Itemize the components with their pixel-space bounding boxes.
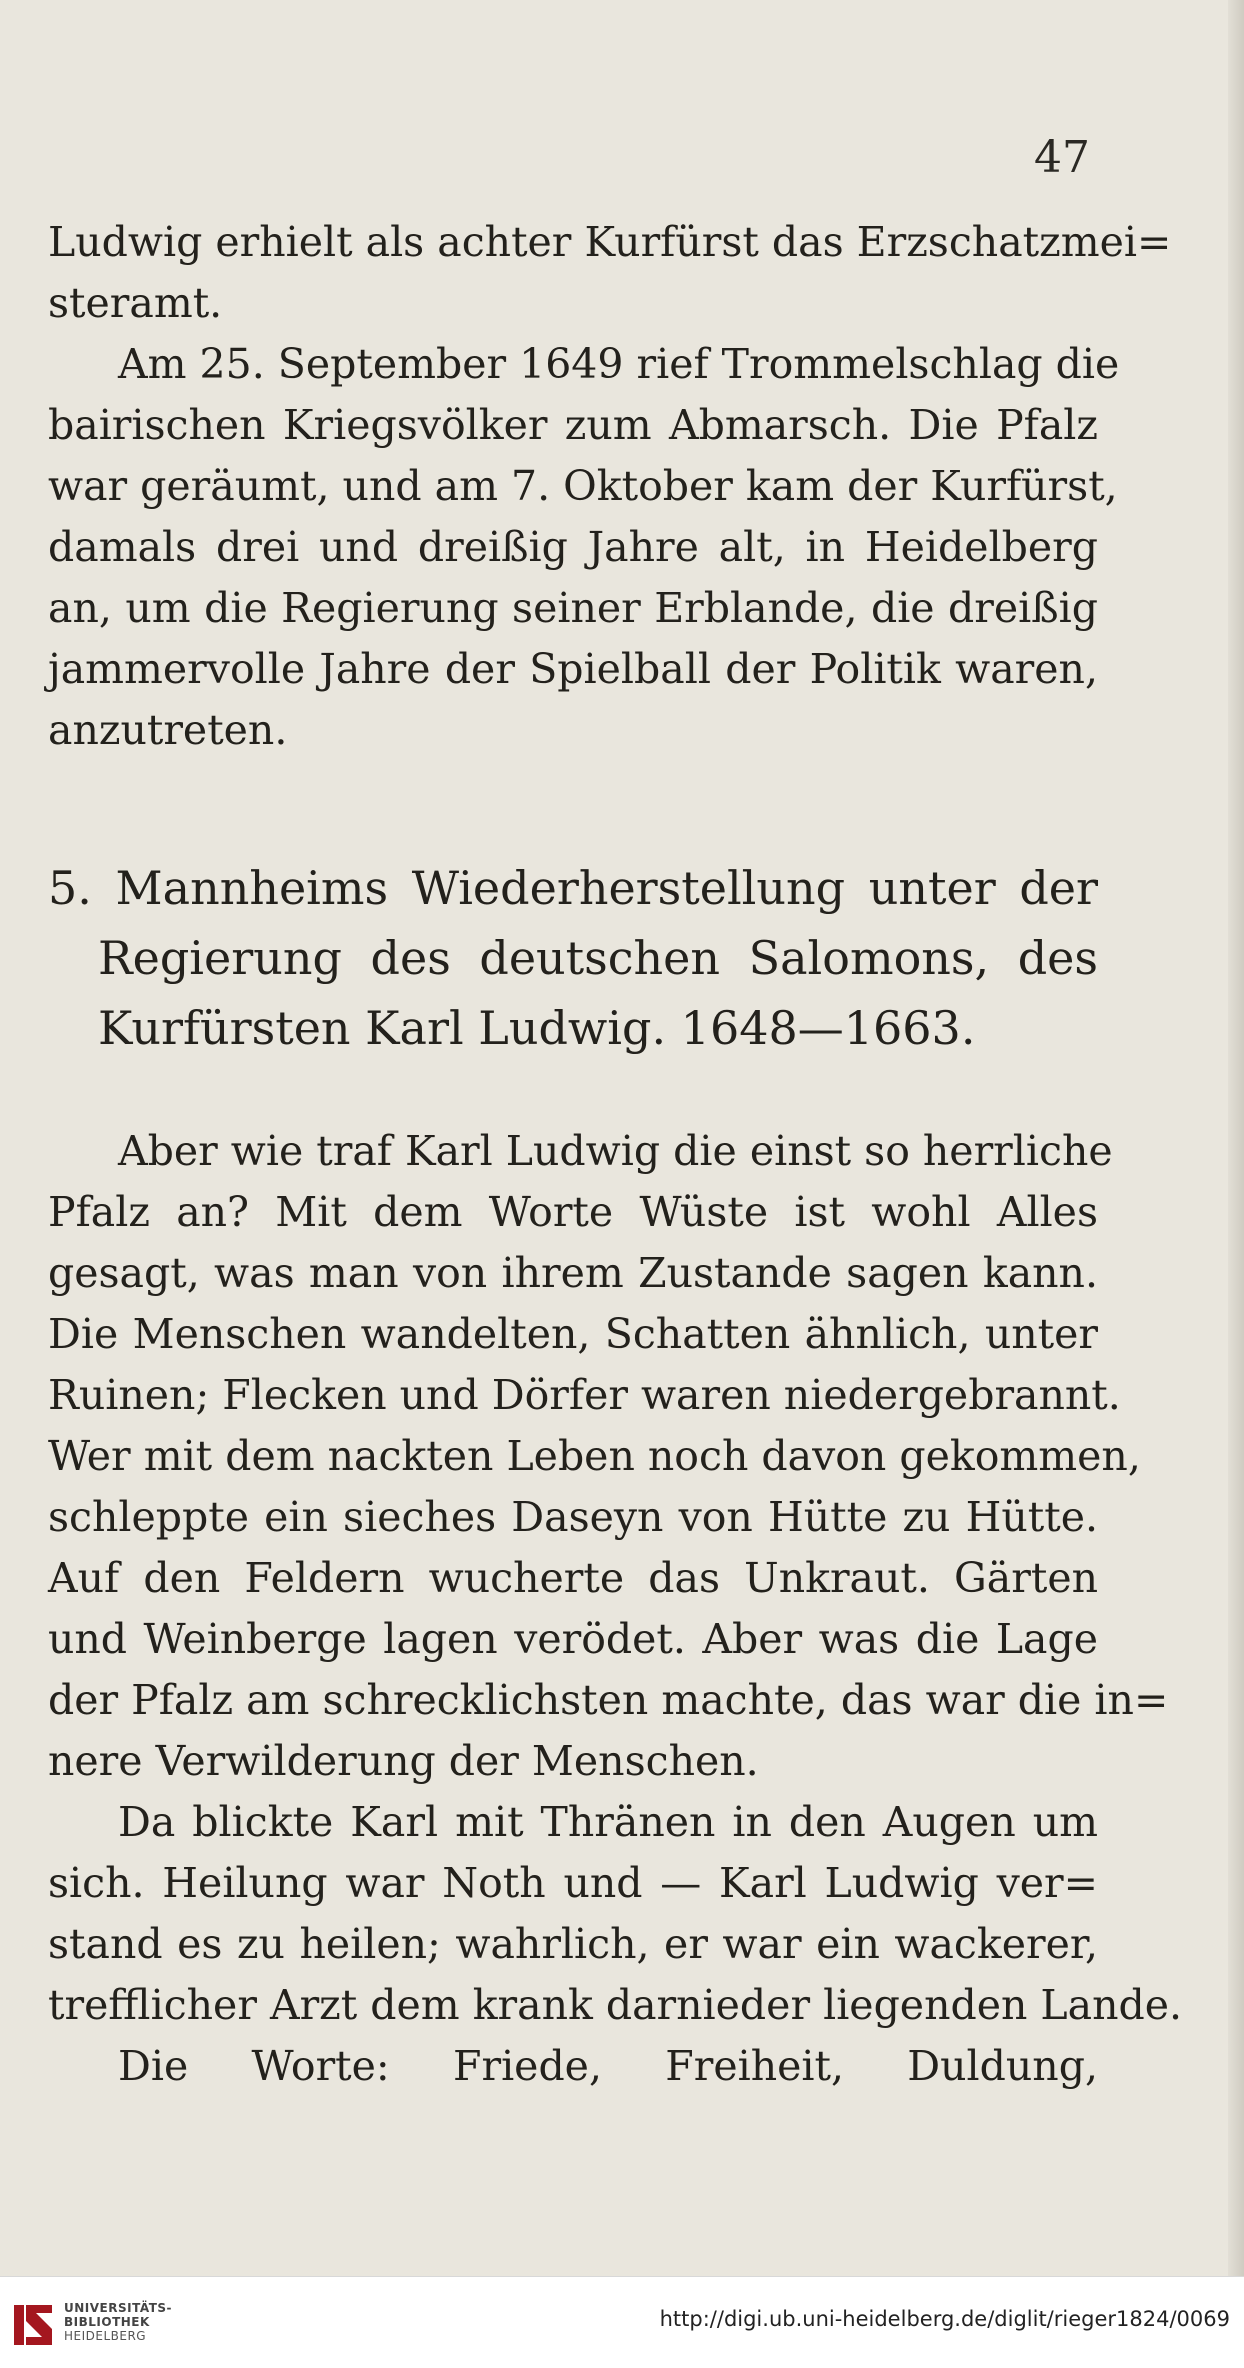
library-name: [64, 2301, 172, 2343]
library-name-line: HEIDELBERG: [64, 2329, 147, 2343]
text-line: jammervolle Jahre der Spielball der Politik waren,: [48, 645, 1098, 693]
text-line: und Weinberge lagen verödet. Aber was die Lage: [48, 1615, 1098, 1663]
text-line: Da blickte Karl mit Thränen in den Augen um: [118, 1798, 1098, 1846]
text-line: war geräumt, und am 7. Oktober kam der Kurfürst,: [48, 462, 1118, 510]
text-line: stand es zu heilen; wahrlich, er war ein wackerer,: [48, 1920, 1098, 1968]
text-line: Die Menschen wandelten, Schatten ähnlich, unter: [48, 1310, 1098, 1358]
paragraph-3: [48, 1121, 1169, 1792]
text-line: damals drei und dreißig Jahre alt, in Heidelberg: [48, 523, 1098, 571]
section-heading: [48, 853, 1098, 1063]
page-edge: [1228, 0, 1244, 2276]
paragraph-1: [48, 212, 1172, 334]
page-number: 47: [1034, 132, 1090, 183]
text-line: nere Verwilderung der Menschen.: [48, 1737, 759, 1785]
text-line: anzutreten.: [48, 706, 288, 754]
text-line: trefflicher Arzt dem krank darnieder liegenden Lande.: [48, 1981, 1183, 2029]
university-library-logo-icon: [12, 2299, 56, 2349]
heading-line: Kurfürsten Karl Ludwig. 1648—1663.: [98, 1001, 976, 1055]
library-name-line: BIBLIOTHEK: [64, 2315, 150, 2329]
text-line: bairischen Kriegsvölker zum Abmarsch. Die Pfalz: [48, 401, 1098, 449]
text-line: Am 25. September 1649 rief Trommelschlag die: [118, 340, 1120, 388]
text-line: Auf den Feldern wucherte das Unkraut. Gärten: [48, 1554, 1098, 1602]
paragraph-2: [48, 334, 1120, 761]
text-line: Ruinen; Flecken und Dörfer waren niedergebrannt.: [48, 1371, 1121, 1419]
heading-line: Regierung des deutschen Salomons, des: [98, 931, 1098, 985]
source-url[interactable]: http://digi.ub.uni-heidelberg.de/diglit/rieger1824/0069: [659, 2307, 1230, 2331]
library-name-line: UNIVERSITÄTS-: [64, 2301, 173, 2315]
text-line: steramt.: [48, 279, 223, 327]
body-text: [48, 212, 1183, 2097]
text-line: an, um die Regierung seiner Erblande, die dreißig: [48, 584, 1098, 632]
text-line: Aber wie traf Karl Ludwig die einst so herrliche: [118, 1127, 1113, 1175]
heading-line: 5. Mannheims Wiederherstellung unter der: [48, 861, 1098, 915]
text-line: Die Worte: Friede, Freiheit, Duldung,: [118, 2042, 1098, 2090]
text-line: Ludwig erhielt als achter Kurfürst das Erzschatzmei=: [48, 218, 1172, 266]
text-line: Pfalz an? Mit dem Worte Wüste ist wohl Alles: [48, 1188, 1098, 1236]
text-line: der Pfalz am schrecklichsten machte, das war die in=: [48, 1676, 1169, 1724]
text-line: schleppte ein sieches Daseyn von Hütte zu Hütte.: [48, 1493, 1098, 1541]
text-line: Wer mit dem nackten Leben noch davon gekommen,: [48, 1432, 1141, 1480]
text-line: sich. Heilung war Noth und — Karl Ludwig ver=: [48, 1859, 1098, 1907]
paragraph-4: [48, 1792, 1183, 2097]
footer-bar: [0, 2276, 1244, 2368]
text-line: gesagt, was man von ihrem Zustande sagen kann.: [48, 1249, 1098, 1297]
